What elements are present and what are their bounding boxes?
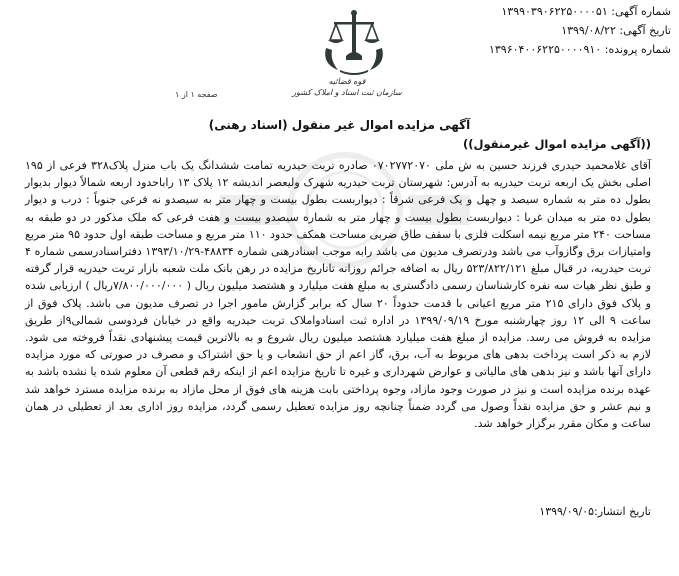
- judiciary-emblem-icon: [318, 8, 390, 78]
- page-number: صفحه ۱ از ۱: [175, 90, 218, 99]
- notice-title: آگهی مزایده اموال غیر منقول (اسناد رهنی): [208, 118, 471, 132]
- case-number-row: [431, 40, 671, 59]
- notice-date-row: [431, 21, 671, 40]
- notice-body: آقای غلامحمید حیدری فرزند حسین به ش ملی ۰۷۰۲۷۷۲۰۷۰ صادره تربت حیدریه تمامت ششدانگ یک باب منزل پلاک۳۲۸ فرعی از ۱۹۵ اصلی بخش یک اربعه تربت حیدریه به آدرس: شهرستان تربت حیدریه شهرک ولیعصر اندیشه ۱۲ پلاک ۱۳ رابا‌حدود اربعه شمالاً دیوار بدیوار بطول ده متر به شماره سیصد و چهل و یک فرعی شرقاً : دیواربست بطول بیست و چهار متر به سیصدو نه فرعی جنوباً : درب و دیوار بطول ده متر به میدان غربا : دیواربست بطول بیست و چهار متر به شماره سیصدو بیست و هفت فرعی که ملک مذکور در دو طبقه به مساحت ۲۴۰ متر مربع نیمه اسکلت فلزی با سقف طاق ضربی مساحت همکف حدود ۱۱۰ متر مربع و مساحت طبقه اول حدود ۹۵ متر مربع وامتیازات برق وگازوآب می باشد ودرتصرف مدیون می باشد رابه موجب اسنادرهنی شماره ۴۸۸۳۴-۱۳۹۳/۱۰/۲۹ دفتراسنادرسمی شماره ۴ تربت حیدریه، در قبال مبلغ ۵۲۳/۸۲۲/۱۲۱ ریال به اضافه جرائم روزانه تاتاریخ مزایده در رهن بانک ملت شعبه بازار تربت حیدریه قرار گرفته و طبق نظر هیات سه نفره کارشناسان رسمی دادگستری به مبلغ هفت میلیارد و هشتصد میلیون ریال ( ۷/۸۰۰/۰۰۰/۰۰۰ریال ) ارزیابی شده و پلاک فوق دارای ۲۱۵ متر مربع اعیانی با قدمت حدوداً ۲۰ سال که برابر گزارش مامور اجرا در تصرف مدیون می باشد. پلاک فوق از ساعت ۹ الی ۱۲ روز چهارشنبه مورخ ۱۳۹۹/۰۹/۱۹ در اداره ثبت اسنادواملاک تربت حیدریه واقع در خیابان فردوسی شمالی۹از طریق مزایده به فروش می رسد. مزایده از مبلغ هفت میلیارد هشتصد میلیون ریال شروع و به بالاترین قیمت پیشنهادی نقداً فروخته می شود. لازم به ذکر است پرداخت بدهی های مربوط به آب، برق، گاز اعم از حق انشعاب و یا حق اشتراک و مصرف در صورتی که مورد مزایده دارای آنها باشد و نیز بدهی های مالیاتی و عوارض شهرداری و غیره تا تاریخ مزایده اعم از اینکه رقم قطعی آن معلوم شده یا نشده باشد به عهده برنده مزایده است و نیز در صورت وجود مازاد، وجوه پرداختی بابت هزینه های فوق از محل مازاد به برنده مزایده مسترد خواهد شد و نیم عشر و حق مزایده نقداً وصول می گردد ضمناً چنانچه روز مزایده تعطیل رسمی گردد، مزایده روز اداری بعد از تعطیلی در همان ساعت و مکان مقرر برگزار خواهد شد.: [25, 159, 652, 431]
- case-number-label: شماره پرونده:: [604, 43, 671, 56]
- organization-name-line2: سازمان ثبت اسناد و املاک کشور: [292, 88, 402, 97]
- notice-date-label: تاریخ آگهی:: [619, 24, 671, 37]
- organization-name: [292, 76, 402, 98]
- notice-number-value: ۱۳۹۹۰۳۹۰۶۲۲۵۰۰۰۰۵۱: [501, 5, 608, 18]
- case-number-value: ۱۳۹۶۰۴۰۰۶۲۲۵۰۰۰۰۹۱۰: [488, 43, 602, 56]
- organization-name-line1: قوه قضائیه: [328, 77, 366, 86]
- notice-number-row: [431, 2, 671, 21]
- notice-date-value: ۱۳۹۹/۰۸/۲۲: [561, 24, 616, 37]
- notice-number-label: شماره آگهی:: [611, 5, 671, 18]
- notice-meta: [431, 2, 671, 59]
- notice-subtitle: ((آگهی مزایده اموال غیرمنقول)): [462, 137, 651, 151]
- publish-date: تاریخ انتشار:۱۳۹۹/۰۹/۰۵: [539, 505, 651, 518]
